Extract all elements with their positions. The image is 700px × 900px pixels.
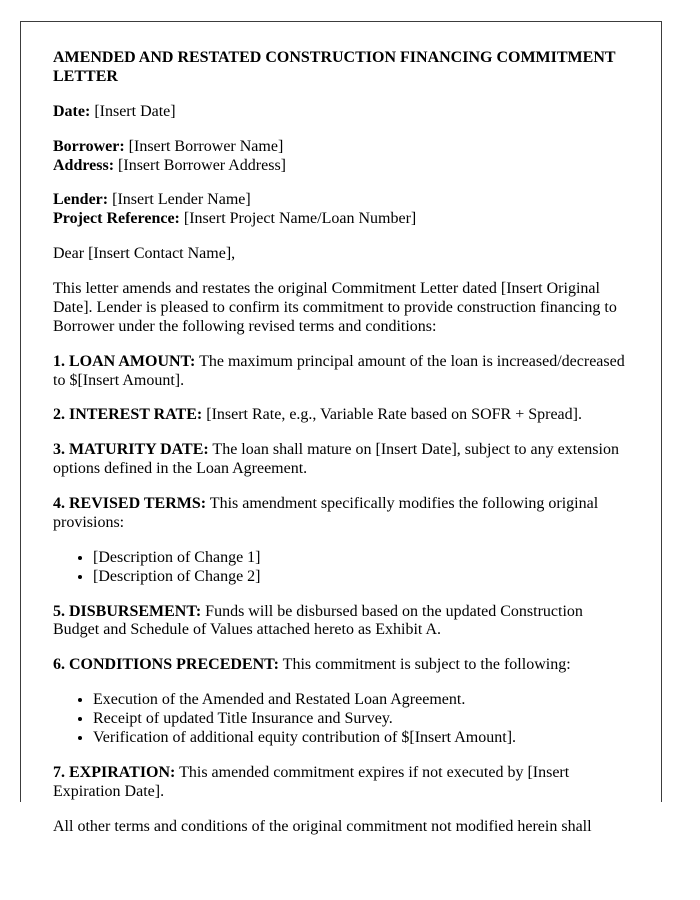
section-expiration-text: This amended commitment expires if not executed by [Insert Expiration Date]. xyxy=(53,763,570,800)
section-maturity-date-text: The loan shall mature on [Insert Date], subject to any extension options defined in the Loan Agreement. xyxy=(53,441,619,478)
list-item: • Receipt of updated Title Insurance and Survey. xyxy=(93,710,629,729)
section-disbursement-text: Funds will be disbursed based on the updated Construction Budget and Schedule of Values attached hereto as Exhibit A. xyxy=(53,602,583,639)
section-maturity-date-label: 3. MATURITY DATE: xyxy=(53,441,209,459)
lender-value: [Insert Lender Name] xyxy=(112,191,251,209)
borrower-block xyxy=(53,138,629,176)
letter-title: AMENDED AND RESTATED CONSTRUCTION FINANCING COMMITMENT LETTER xyxy=(53,49,616,85)
section-revised-terms-label: 4. REVISED TERMS: xyxy=(53,495,207,512)
section-interest-rate xyxy=(53,406,629,425)
list-item: • [Description of Change 2] xyxy=(93,568,629,587)
section-revised-terms-text: This amendment specifically modifies the following original provisions: xyxy=(53,495,599,531)
section-interest-rate-label: 2. INTEREST RATE: xyxy=(53,406,203,424)
section-maturity-date xyxy=(53,441,629,479)
section-disbursement-label: 5. DISBURSEMENT: xyxy=(53,602,202,620)
borrower-label: Borrower: xyxy=(53,137,125,155)
date-value: [Insert Date] xyxy=(94,102,176,120)
closing-paragraph-partial: All other terms and conditions of the original commitment not modified herein shall xyxy=(53,817,592,835)
address-value: [Insert Borrower Address] xyxy=(118,156,286,174)
date-label: Date: xyxy=(53,102,91,120)
project-reference-value: [Insert Project Name/Loan Number] xyxy=(183,210,417,228)
intro-paragraph: This letter amends and restates the original Commitment Letter dated [Insert Original Date]. Lender is pleased to confirm its commitment to provide construction financing to Borrower under the following revised terms and conditions: xyxy=(53,280,617,335)
lender-label: Lender: xyxy=(53,191,109,209)
lender-block xyxy=(53,191,629,229)
section-loan-amount-label: 1. LOAN AMOUNT: xyxy=(53,352,196,370)
salutation: Dear [Insert Contact Name], xyxy=(53,245,236,263)
section-conditions-precedent xyxy=(53,656,629,675)
revised-terms-list xyxy=(53,549,629,587)
section-conditions-precedent-label: 6. CONDITIONS PRECEDENT: xyxy=(53,656,279,674)
section-loan-amount xyxy=(53,353,629,391)
list-item: • Verification of additional equity contribution of $[Insert Amount]. xyxy=(93,729,629,748)
section-disbursement xyxy=(53,603,629,641)
conditions-precedent-list xyxy=(53,691,629,748)
section-conditions-precedent-text: This commitment is subject to the following: xyxy=(282,656,571,674)
section-expiration-label: 7. EXPIRATION: xyxy=(53,763,176,781)
list-item: • Execution of the Amended and Restated Loan Agreement. xyxy=(93,691,629,710)
address-label: Address: xyxy=(53,156,115,174)
letter-document xyxy=(20,21,662,835)
section-interest-rate-text: [Insert Rate, e.g., Variable Rate based on SOFR + Spread]. xyxy=(206,406,582,424)
date-block xyxy=(53,103,629,122)
section-revised-terms xyxy=(53,495,629,533)
borrower-value: [Insert Borrower Name] xyxy=(128,137,284,155)
project-reference-label: Project Reference: xyxy=(53,210,180,228)
list-item: • [Description of Change 1] xyxy=(93,549,629,568)
section-loan-amount-text: The maximum principal amount of the loan is increased/decreased to $[Insert Amount]. xyxy=(53,352,625,389)
section-expiration xyxy=(53,764,629,802)
